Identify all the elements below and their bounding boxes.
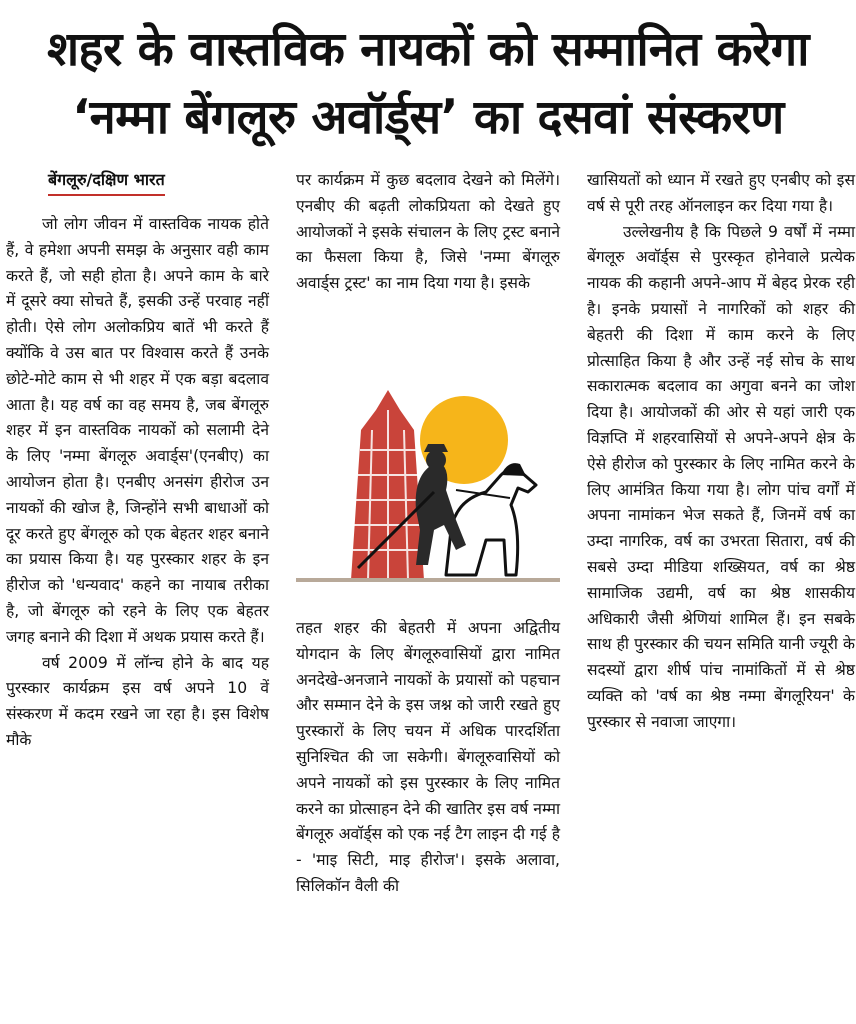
article-column-2-continued: [296, 616, 560, 900]
article-column-1: [6, 168, 269, 754]
column-3-paragraph-2: उल्लेखनीय है कि पिछले 9 वर्षों में नम्मा बेंगलूरु अवॉर्ड्स से पुरस्कृत होनेवाले प्रत्येक नायक की कहानी अपने-आप में बेहद प्रेरक रही है। इनके प्रयासों ने नागरिकों को शहर की बेहतरी की दिशा में काम करने के लिए प्रोत्साहित किया है और उन्हें नई सोच के साथ सकारात्मक बदलाव का अगुवा बनने का जोश दिया है। आयोजकों की ओर से यहां जारी एक विज्ञप्ति में शहरवासियों से अपने-अपने क्षेत्र के ऐसे हीरोज को पुरस्कार के लिए नामित करने के लिए आमंत्रित किया गया है। लोग पांच वर्गों में अपना नामांकन भेज सकते हैं, जिनमें वर्ष का उम्दा नागरिक, वर्ष का उभरता सितारा, वर्ष की सबसे उम्दा मीडिया शख्सियत, वर्ष का श्रेष्ठ सामाजिक उद्यमी, वर्ष का श्रेष्ठ शासकीय अधिकारी जैसी श्रेणियां शामिल हैं। इन सबके साथ ही पुरस्कार की चयन समिति यानी ज्यूरी के सदस्यों द्वारा शीर्ष पांच नामांकितों में से श्रेष्ठ व्यक्ति को 'वर्ष का श्रेष्ठ नम्मा बेंगलूरियन' के पुरस्कार से नवाजा जाएगा।: [587, 222, 855, 731]
column-2-paragraph-bottom: तहत शहर की बेहतरी में अपना अद्वितीय योगदान के लिए बेंगलूरुवासियों द्वारा नामित अनदेखे-अनजाने नायकों के प्रयासों को पहचान और सम्मान देने के इस जश्न को जारी रखते हुए पुरस्कारों के लिए चयन में अधिक पारदर्शिता सुनिश्चित की जा सकेगी। बेंगलूरुवासियों को अपने नायकों को इस पुरस्कार के लिए नामित करने का प्रोत्साहन देने की खातिर इस वर्ष नम्मा बेंगलूरु अवॉर्ड्स को एक नई टैग लाइन दी गई है - 'माइ सिटी, माइ हीरोज'। इसके अलावा, सिलिकॉन वैली की: [296, 619, 560, 895]
column-3-paragraph-1: खासियतों को ध्यान में रखते हुए एनबीए को इस वर्ष से पूरी तरह ऑनलाइन कर दिया गया है।: [587, 171, 855, 215]
column-1-paragraph-2: वर्ष 2009 में लॉन्च होने के बाद यह पुरस्कार कार्यक्रम इस वर्ष अपने 10 वें संस्करण में कदम रखने जा रहा है। इस विशेष मौके: [6, 653, 269, 749]
headline-line-1: शहर के वास्तविक नायकों को सम्मानित करेगा: [47, 22, 809, 77]
headline-line-2: ‘नम्मा बेंगलूरु अवॉर्ड्स’ का दसवां संस्करण: [72, 90, 784, 145]
temple-warrior-horse-sun-icon: [296, 380, 560, 585]
column-1-paragraph-1: जो लोग जीवन में वास्तविक नायक होते हैं, वे हमेशा अपनी समझ के अनुसार वही काम करते हैं, जो सही होता है। अपने काम के बारे में दूसरे क्या सोचते हैं, इसकी उन्हें परवाह नहीं होती। ऐसे लोग अलोकप्रिय बातें भी करते हैं क्योंकि वे उस बात पर विश्वास करते हैं उनके छोटे-मोटे काम से भी शहर में एक बड़ा बदलाव आता है। यह वर्ष का वह समय है, जब बेंगलूरु शहर में इन वास्तविक नायकों को सलामी देने के लिए 'नम्मा बेंगलूरु अवार्ड्स'(एनबीए) का आयोजन होता है। एनबीए अनसंग हीरोज उन नायकों की खोज है, जिन्होंने सभी बाधाओं को दूर करते हुए बेंगलूरु को एक बेहतर शहर बनाने का प्रयास किया है। यह पुरस्कार शहर के इन हीरोज को 'धन्यवाद' कहने का नायाब तरीका है, जो बेंगलूरु को रहने के लिए एक बेहतर जगह बनाने की दिशा में अथक प्रयास करते हैं।: [6, 215, 269, 646]
article-column-2: [296, 168, 560, 297]
article-column-3: [587, 168, 855, 736]
column-2-paragraph-top: पर कार्यक्रम में कुछ बदलाव देखने को मिलेंगे। एनबीए की बढ़ती लोकप्रियता को देखते हुए आयोजकों ने इसके संचालन के लिए ट्रस्ट बनाने का फैसला किया है, जिसे 'नम्मा बेंगलूरु अवार्ड्स ट्रस्ट' का नाम दिया गया है। इसके: [296, 171, 560, 293]
byline: बेंगलूरु/दक्षिण भारत: [48, 168, 165, 196]
